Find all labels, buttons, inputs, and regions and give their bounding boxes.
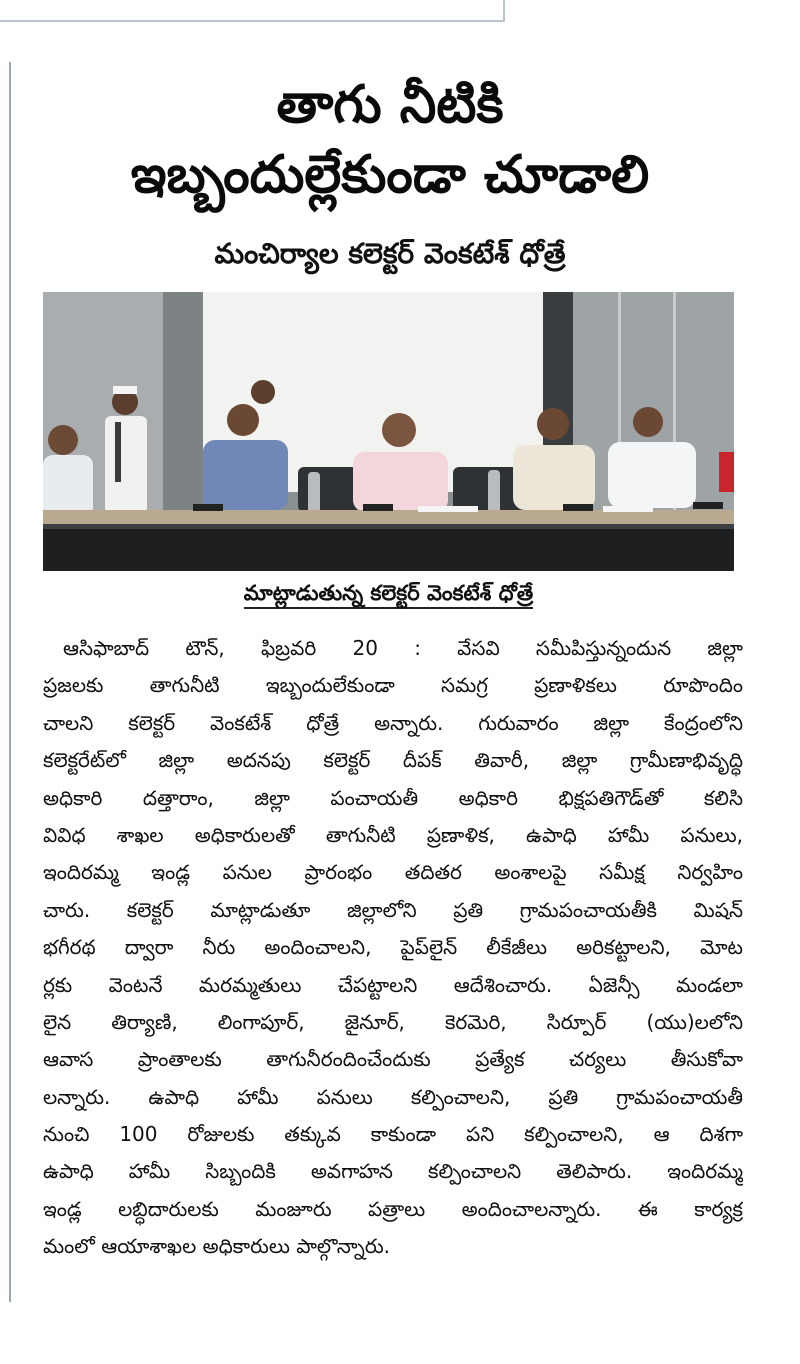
article-line: వివిధ శాఖల అధికారులతో తాగునీటి ప్రణాళిక, ఉపాధి హామీ పనులు, (43, 822, 743, 847)
article-line: చాలని కలెక్టర్ వెంకటేశ్ ధోత్రే అన్నారు. గురువారం జిల్లా కేంద్రంలోని (43, 710, 743, 735)
article-line: మంలో ఆయాశాఖల అధికారులు పాల్గొన్నారు. (43, 1234, 390, 1259)
subheadline: మంచిర్యాల కలెక్టర్ వెంకటేశ్ ధోత్రే (214, 237, 566, 270)
article-line: నుంచి 100 రోజులకు తక్కువ కాకుండా పని కల్పించాలని, ఆ దిశగా (43, 1122, 743, 1147)
photo-caption (43, 578, 734, 608)
article-line: కలెక్టరేట్‌లో జిల్లా అదనపు కలెక్టర్ దీపక్ తివారీ, జిల్లా గ్రామీణాభివృద్ధి (43, 748, 743, 773)
meeting-photo (43, 292, 734, 571)
article-line: ర్లకు వెంటనే మరమ్మతులు చేపట్టాలని ఆదేశించారు. ఏజెన్సీ మండలా (43, 972, 743, 997)
article-line: ఆసిఫాబాద్ టౌన్, ఫిబ్రవరి 20 : వేసవి సమీపిస్తున్నందున జిల్లా (63, 636, 743, 660)
previous-article-border (0, 0, 505, 22)
article-line: ఉపాధి హామీ సిబ్బందికి అవగాహన కల్పించాలని తెలిపారు. ఇందిరమ్మ (43, 1159, 743, 1184)
caption-text: మాట్లాడుతున్న కలెక్టర్ వెంకటేశ్ ధోత్రే (244, 581, 533, 609)
article-line: లన్నారు. ఉపాధి హామీ పనులు కల్పించాలని, ప్రతి గ్రామపంచాయతీ (43, 1084, 743, 1109)
headline-line-1: తాగు నీటికి (276, 75, 504, 135)
article-line: ప్రజలకు తాగునీటి ఇబ్బందులేకుండా సమగ్ర ప్రణాళికలు రూపొందిం (43, 673, 743, 698)
article-line: లైన తిర్యాణి, లింగాపూర్, జైనూర్, కెరమెరి, సిర్పూర్ (యు)లలోని (43, 1009, 743, 1034)
article-line: ఇండ్ల లబ్ధిదారులకు మంజూరు పత్రాలు అందించాలన్నారు. ఈ కార్యక్ర (43, 1196, 743, 1221)
article-body (43, 630, 743, 1266)
column-rule (9, 62, 11, 1302)
article-line: భగీరథ ద్వారా నీరు అందించాలని, పైప్‌లైన్ లీకేజీలు అరికట్టాలని, మోట (43, 935, 743, 960)
article-line: అధికారి దత్తారాం, జిల్లా పంచాయతీ అధికారి భిక్షపతిగౌడ్‌తో కలిసి (43, 785, 743, 810)
headline-line-2: ఇబ్బందుల్లేకుండా చూడాలి (130, 145, 650, 205)
article-line: ఇందిరమ్మ ఇండ్ల పనుల ప్రారంభం తదితర అంశాలపై సమీక్ష నిర్వహిం (43, 860, 743, 885)
article-line: చారు. కలెక్టర్ మాట్లాడుతూ జిల్లాలోని ప్రతి గ్రామపంచాయతీకి మిషన్ (43, 897, 743, 922)
article-line: ఆవాస ప్రాంతాలకు తాగునీరందించేందుకు ప్రత్యేక చర్యలు తీసుకోవా (43, 1047, 743, 1072)
